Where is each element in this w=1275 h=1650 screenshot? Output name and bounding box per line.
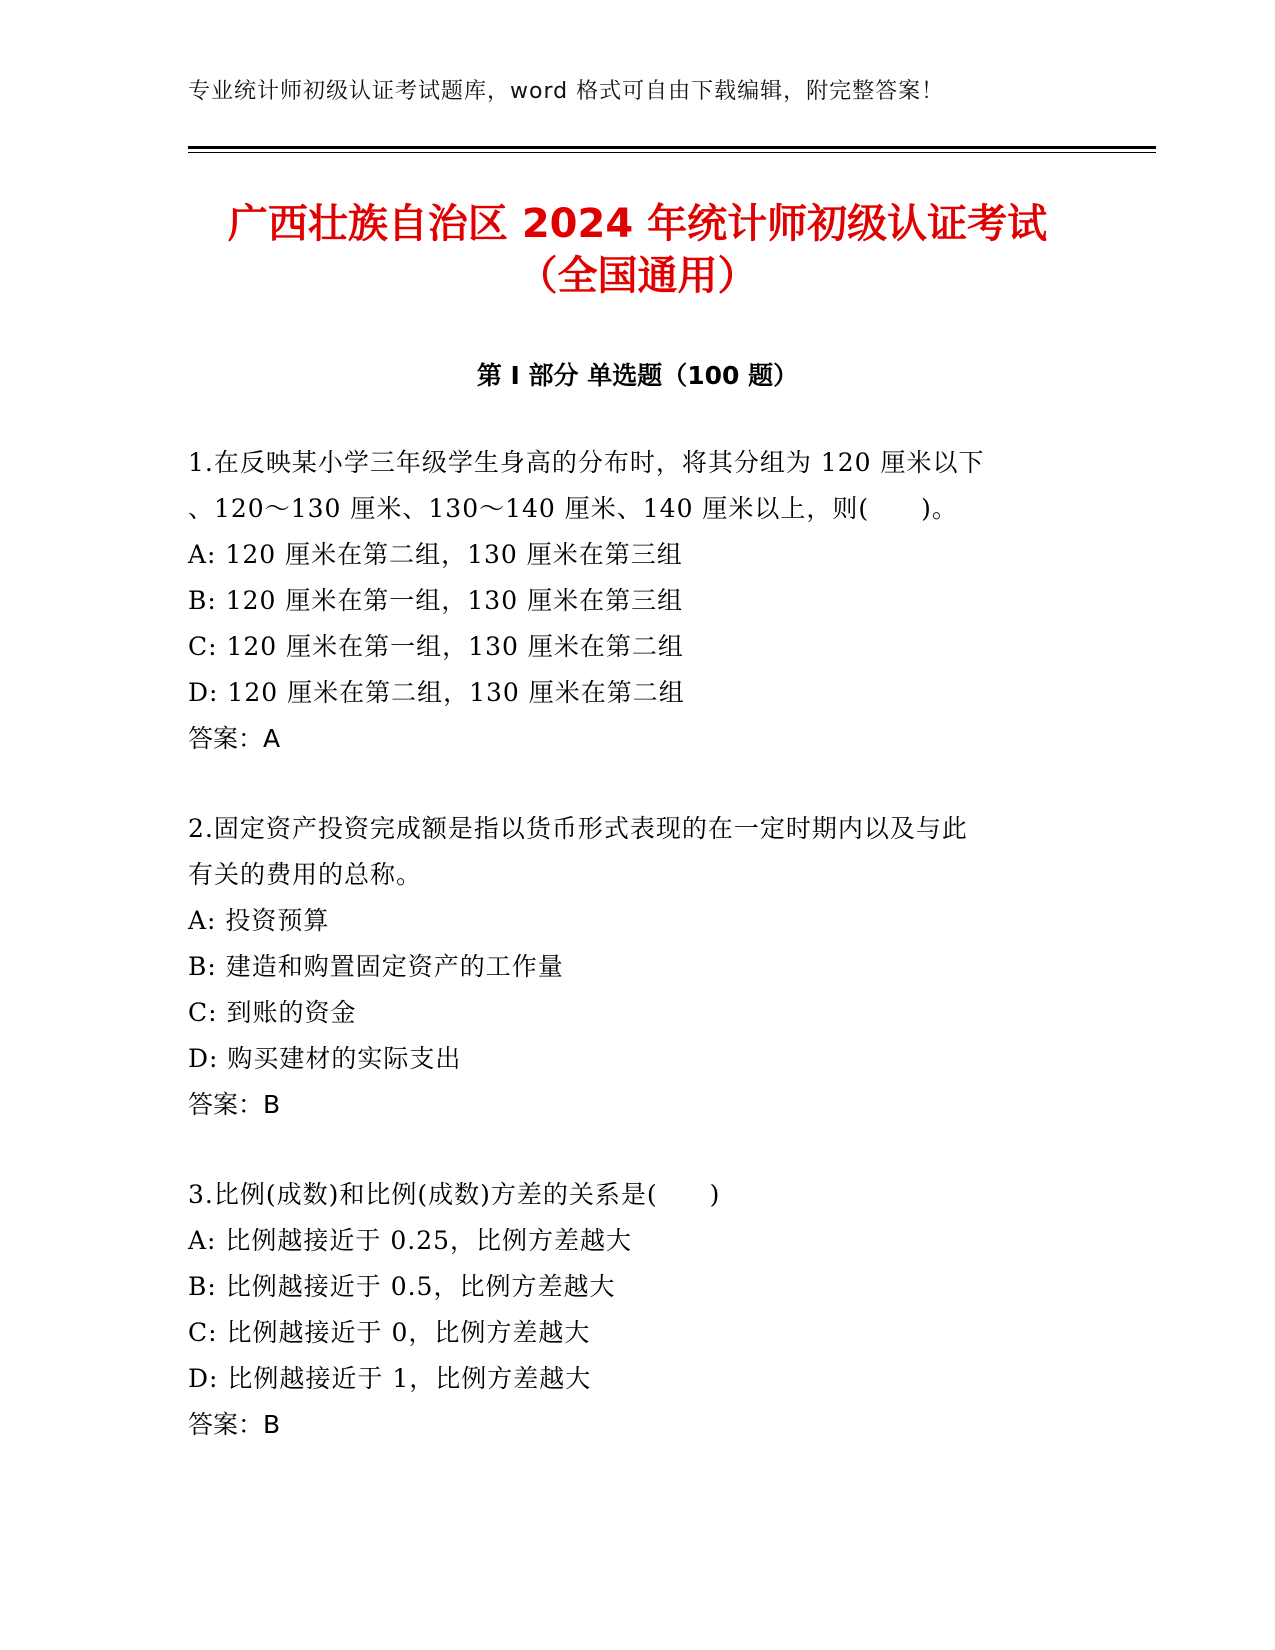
question-stem: 1.在反映某小学三年级学生身高的分布时，将其分组为 120 厘米以下	[188, 448, 985, 477]
question-list	[188, 440, 1088, 1492]
option-b: B: 120 厘米在第一组，130 厘米在第三组	[188, 586, 684, 615]
question-stem-continued: 有关的费用的总称。	[188, 860, 423, 889]
option-a: A: 比例越接近于 0.25，比例方差越大	[188, 1226, 633, 1255]
header-rule-thick	[188, 146, 1156, 149]
section-title: 第 I 部分 单选题（100 题）	[476, 361, 799, 390]
question-1	[188, 440, 1088, 762]
document-title-line2: （全国通用）	[517, 253, 758, 299]
answer: 答案：B	[188, 1090, 281, 1119]
option-c: C: 120 厘米在第一组，130 厘米在第二组	[188, 632, 684, 661]
answer: 答案：B	[188, 1410, 281, 1439]
document-title	[120, 198, 1155, 302]
option-d: D: 比例越接近于 1，比例方差越大	[188, 1364, 592, 1393]
answer: 答案：A	[188, 724, 281, 753]
header-note: 专业统计师初级认证考试题库，word 格式可自由下载编辑，附完整答案！	[188, 79, 945, 104]
question-2	[188, 806, 1088, 1128]
option-b: B: 建造和购置固定资产的工作量	[188, 952, 564, 981]
question-stem: 3.比例(成数)和比例(成数)方差的关系是( )	[188, 1180, 721, 1209]
option-a: A: 投资预算	[188, 906, 330, 935]
option-a: A: 120 厘米在第二组，130 厘米在第三组	[188, 540, 683, 569]
question-stem: 2.固定资产投资完成额是指以货币形式表现的在一定时期内以及与此	[188, 814, 968, 843]
option-c: C: 到账的资金	[188, 998, 357, 1027]
question-3	[188, 1172, 1088, 1448]
option-c: C: 比例越接近于 0，比例方差越大	[188, 1318, 591, 1347]
question-stem-continued: 、120～130 厘米、130～140 厘米、140 厘米以上，则( )。	[188, 494, 958, 523]
option-b: B: 比例越接近于 0.5，比例方差越大	[188, 1272, 616, 1301]
option-d: D: 120 厘米在第二组，130 厘米在第二组	[188, 678, 685, 707]
header-rule-thin	[188, 152, 1156, 153]
document-title-line1: 广西壮族自治区 2024 年统计师初级认证考试	[227, 201, 1048, 247]
option-d: D: 购买建材的实际支出	[188, 1044, 462, 1073]
